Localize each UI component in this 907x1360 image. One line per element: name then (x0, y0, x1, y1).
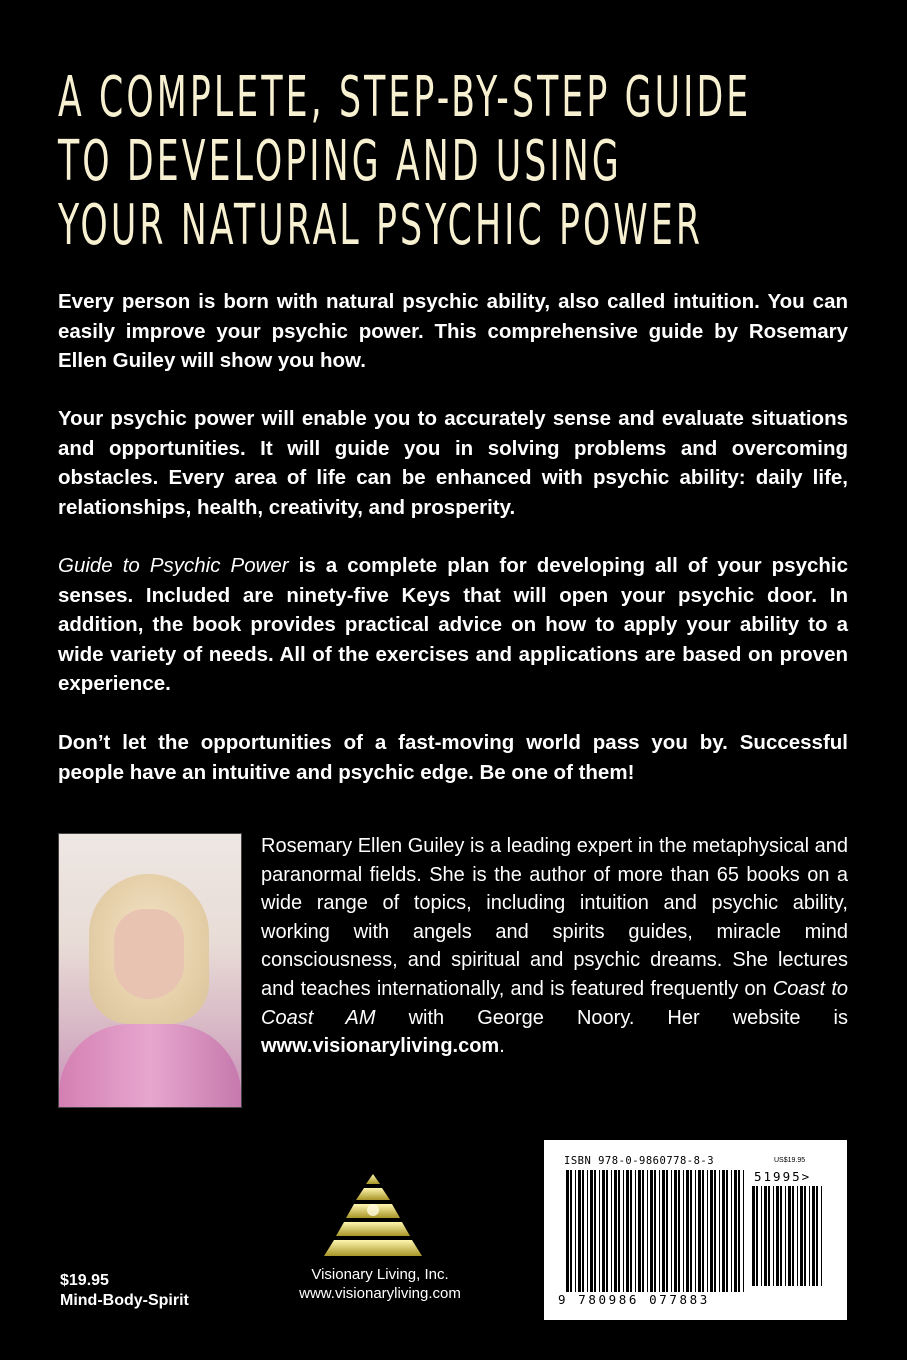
barcode-bar (797, 1186, 798, 1286)
barcode-bar (594, 1170, 596, 1292)
barcode-bar (768, 1186, 770, 1286)
barcode-bar (731, 1170, 732, 1292)
author-bio (261, 832, 848, 1061)
paragraph-benefits: Your psychic power will enable you to accurately sense and evaluate situations and opportunities. It will guide you in solving problems and overcoming obstacles. Every area of life can be enhanced with psychic ability: daily life, relationships, health, creativity, and prosperity. (58, 407, 848, 519)
barcode-bar (678, 1170, 680, 1292)
pyramid-logo-icon (318, 1170, 428, 1262)
show-name: Coast to Coast AM (261, 977, 848, 1029)
author-shirt (59, 1024, 241, 1108)
barcode-bar (780, 1186, 782, 1286)
publisher-url: www.visionaryliving.com (299, 1285, 461, 1302)
barcode-bar (671, 1170, 672, 1292)
barcode-bar (788, 1186, 791, 1286)
barcode-bar (590, 1170, 593, 1292)
barcode-bar (602, 1170, 605, 1292)
barcode-bar (666, 1170, 668, 1292)
addon-barcode (752, 1186, 824, 1286)
barcode-bar (582, 1170, 584, 1292)
barcode-bar (776, 1186, 779, 1286)
barcode-bar (570, 1170, 572, 1292)
headline-line-1: A COMPLETE, STEP-BY-STEP GUIDE (58, 65, 752, 130)
barcode-bar (650, 1170, 653, 1292)
barcode-bar (734, 1170, 737, 1292)
barcode-bar (683, 1170, 684, 1292)
barcode-bar (647, 1170, 648, 1292)
barcode-bar (722, 1170, 725, 1292)
category: Mind-Body-Spirit (60, 1292, 189, 1309)
price: $19.95 (60, 1272, 109, 1289)
barcode-bar (630, 1170, 632, 1292)
isbn-label: ISBN 978-0-9860778-8-3 (564, 1155, 715, 1167)
price-category (60, 1271, 189, 1311)
barcode-bar (578, 1170, 581, 1292)
barcode-bar (642, 1170, 644, 1292)
barcode-bar (614, 1170, 617, 1292)
barcode-bar (587, 1170, 588, 1292)
barcode-bar (626, 1170, 629, 1292)
barcode-bar (719, 1170, 720, 1292)
book-title: Guide to Psychic Power (58, 554, 289, 577)
barcode-bar (752, 1186, 755, 1286)
barcode-bar (804, 1186, 806, 1286)
barcode-bar (756, 1186, 758, 1286)
barcode-bar (710, 1170, 713, 1292)
barcode-bar (638, 1170, 641, 1292)
author-website: www.visionaryliving.com (261, 1035, 500, 1058)
barcode-bar (698, 1170, 701, 1292)
barcode-bar (812, 1186, 815, 1286)
barcode-bar (738, 1170, 740, 1292)
barcode-bar (635, 1170, 636, 1292)
barcode-bar (575, 1170, 576, 1292)
barcode-bar (821, 1186, 822, 1286)
ean-barcode (566, 1170, 748, 1292)
headline (58, 65, 752, 258)
barcode-bar (599, 1170, 600, 1292)
barcode-bar (695, 1170, 696, 1292)
barcode-bar (714, 1170, 716, 1292)
headline-line-3: YOUR NATURAL PSYCHIC POWER (58, 193, 704, 258)
barcode-bar (785, 1186, 786, 1286)
bio-text-2: with George Noory. Her website is (375, 1006, 849, 1029)
barcode-bar (566, 1170, 569, 1292)
barcode-bar (702, 1170, 704, 1292)
barcode-bar (816, 1186, 818, 1286)
barcode-bar (764, 1186, 767, 1286)
barcode-bar (662, 1170, 665, 1292)
barcode-bar (809, 1186, 810, 1286)
barcode-bar (792, 1186, 794, 1286)
paragraph-book-description (58, 551, 848, 699)
barcode-bar (743, 1170, 744, 1292)
barcode-us-price: US$19.95 (774, 1157, 806, 1164)
barcode-bar (726, 1170, 728, 1292)
barcode-bar (654, 1170, 656, 1292)
barcode-bar (674, 1170, 677, 1292)
barcode-bar (761, 1186, 762, 1286)
book-description-text: is a complete plan for developing all of your psychic senses. Included are ninety-five Keys that will open your psychic door. In addition, the book provides practical advice on how to apply your ability to a wide variety of needs. All of the exercises and applications are based on proven experience. (58, 554, 848, 695)
barcode-bar (690, 1170, 692, 1292)
barcode-bar (611, 1170, 612, 1292)
barcode-bar (618, 1170, 620, 1292)
barcode-bar (623, 1170, 624, 1292)
author-face (114, 909, 184, 999)
barcode-addon-digits: 51995> (754, 1169, 812, 1184)
publisher-info (270, 1265, 490, 1303)
barcode-bar (800, 1186, 803, 1286)
barcode-bar (773, 1186, 774, 1286)
barcode-bar (707, 1170, 708, 1292)
barcode-bar (686, 1170, 689, 1292)
bio-text-3: . (499, 1035, 505, 1058)
publisher-name: Visionary Living, Inc. (311, 1266, 449, 1283)
barcode-bar (659, 1170, 660, 1292)
author-photo (58, 833, 242, 1108)
ean-digits: 9 780986 077883 (558, 1292, 710, 1307)
barcode-bar (606, 1170, 608, 1292)
headline-line-2: TO DEVELOPING AND USING (58, 129, 622, 194)
paragraph-call-to-action: Don’t let the opportunities of a fast-moving world pass you by. Successful people have an intuitive and psychic edge. Be one of them! (58, 731, 848, 784)
paragraph-intro: Every person is born with natural psychic ability, also called intuition. You can easily improve your psychic power. This comprehensive guide by Rosemary Ellen Guiley will show you how. (58, 290, 848, 372)
bio-text-1: Rosemary Ellen Guiley is a leading expert in the metaphysical and paranormal fields. She is the author of more than 65 books on a wide range of topics, including intuition and psychic ability, working with angels and spirits guides, miracle mind consciousness, and spiritual and psychic dreams. She lectures and teaches internationally, and is featured frequently on (261, 835, 848, 1000)
barcode-box (544, 1140, 847, 1320)
